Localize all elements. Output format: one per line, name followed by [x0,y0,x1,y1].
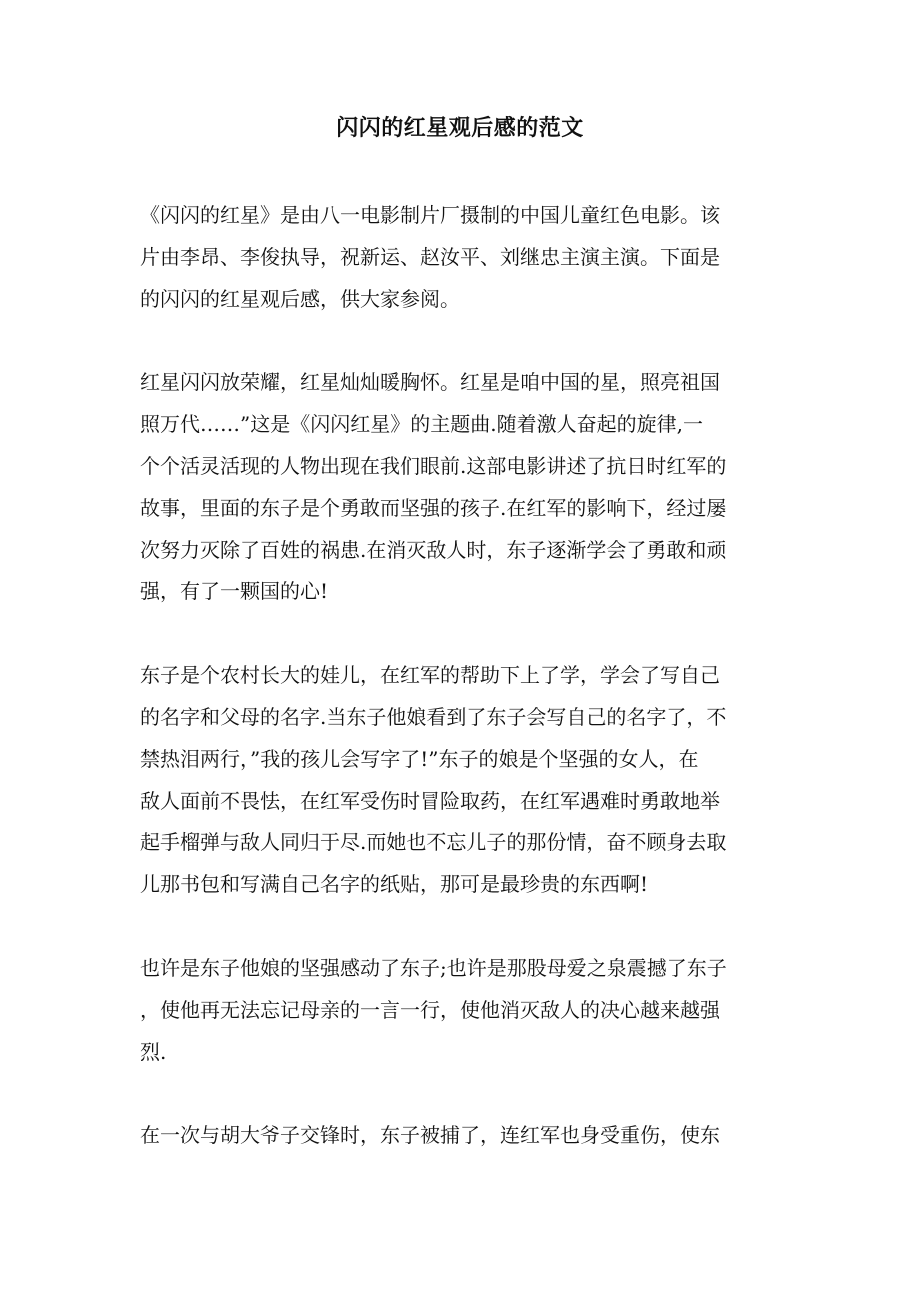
paragraph-3 [140,655,780,906]
text-line: 的名字和父母的名字.当东子他娘看到了东子会写自己的名字了，不 [140,704,727,729]
text-line: 《闪闪的红星》是由八一电影制片厂摄制的中国儿童红色电影。该 [140,203,720,227]
text-line: 烈. [140,1039,167,1064]
paragraph-4 [140,948,780,1073]
paragraph-1 [140,195,780,320]
paragraph-2 [140,362,780,613]
text-line: 个个活灵活现的人物出现在我们眼前.这部电影讲述了抗日时红军的 [140,453,727,478]
text-line: 东子是个农村长大的娃儿，在红军的帮助下上了学，学会了写自己 [140,663,720,688]
text-line: 儿那书包和写满自己名字的纸贴，那可是最珍贵的东西啊! [140,872,649,897]
text-line: 片由李昂、李俊执导，祝新运、赵汝平、刘继忠主演主演。下面是 [140,244,720,269]
text-line: 红星闪闪放荣耀，红星灿灿暖胸怀。红星是咱中国的星，照亮祖国 [140,370,720,395]
text-line: 的闪闪的红星观后感，供大家参阅。 [140,286,460,311]
document-title: 闪闪的红星观后感的范文 [336,115,584,141]
text-line: 故事，里面的东子是个勇敢而坚强的孩子.在红军的影响下，经过屡 [140,495,727,520]
text-line: 次努力灭除了百姓的祸患.在消灭敌人时，东子逐渐学会了勇敢和顽 [140,537,727,562]
text-line: ，使他再无法忘记母亲的一言一行，使他消灭敌人的决心越来越强 [140,997,720,1022]
paragraph-5 [140,1115,780,1157]
text-line: 强，有了一颗国的心! [140,579,329,604]
text-line: 也许是东子他娘的坚强感动了东子;也许是那股母爱之泉震撼了东子 [140,955,727,980]
text-line: 照万代……”这是《闪闪红星》的主题曲.随着激人奋起的旋律,一 [140,412,703,437]
document-body [140,195,780,1199]
text-line: 敌人面前不畏怯，在红军受伤时冒险取药，在红军遇难时勇敢地举 [140,788,720,813]
text-line: 在一次与胡大爷子交锋时，东子被捕了，连红军也身受重伤，使东 [140,1123,720,1148]
text-line: 禁热泪两行，”我的孩儿会写字了!”东子的娘是个坚强的女人，在 [140,746,699,771]
text-line: 起手榴弹与敌人同归于尽.而她也不忘儿子的那份情，奋不顾身去取 [140,830,727,855]
